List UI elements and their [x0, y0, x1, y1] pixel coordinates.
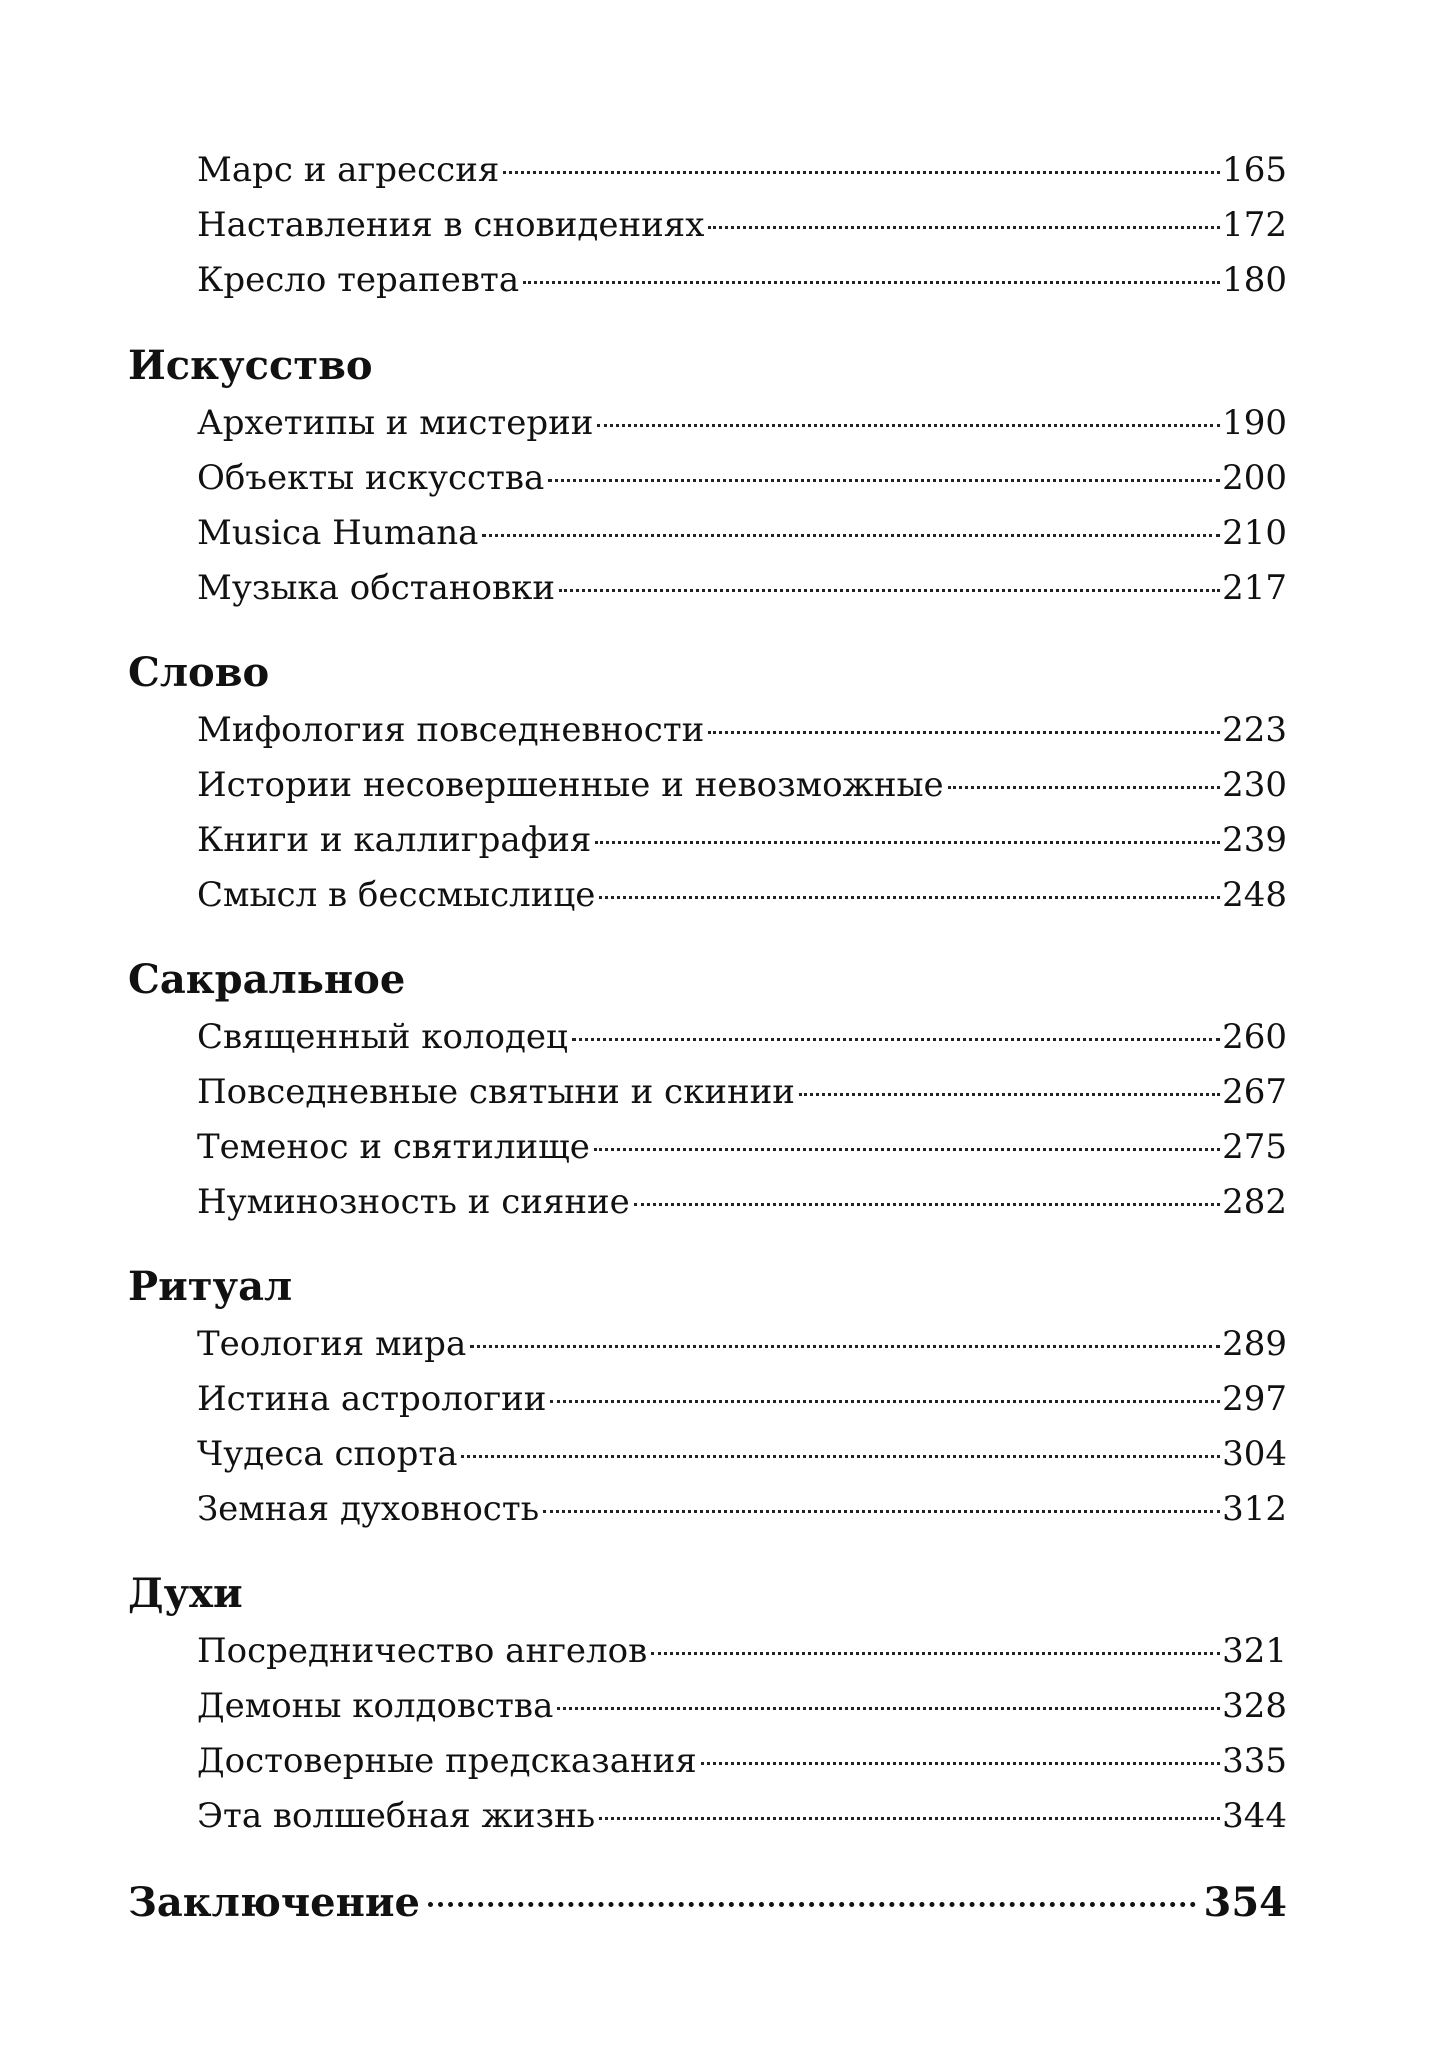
toc-entry-title: Теология мира [197, 1324, 467, 1364]
toc-entry[interactable] [197, 1017, 1287, 1057]
toc-conclusion[interactable] [128, 1880, 1287, 1926]
dot-leader [599, 896, 1220, 899]
toc-entry-page: 260 [1222, 1017, 1287, 1057]
toc-entry-title: Чудеса спорта [197, 1434, 458, 1474]
toc-entry-page: 190 [1222, 403, 1287, 443]
toc-entry-page: 275 [1222, 1127, 1287, 1167]
toc-entry-page: 230 [1222, 765, 1287, 805]
dot-leader [634, 1203, 1220, 1206]
toc-entry-page: 335 [1222, 1741, 1287, 1781]
dot-leader [557, 1707, 1220, 1710]
toc-entry-title: Теменос и святилище [197, 1127, 590, 1167]
toc-entry-title: Истина астрологии [197, 1379, 547, 1419]
toc-entry[interactable] [197, 1182, 1287, 1222]
dot-leader [470, 1345, 1220, 1348]
toc-entry-title: Земная духовность [197, 1489, 540, 1529]
toc-entry[interactable] [197, 568, 1287, 608]
toc-entry-page: 297 [1222, 1379, 1287, 1419]
dot-leader [572, 1038, 1220, 1041]
toc-entry-title: Мифология повседневности [197, 710, 705, 750]
toc-entry-title: Musica Humana [197, 513, 479, 553]
dot-leader [461, 1455, 1220, 1458]
toc-entry[interactable] [197, 710, 1287, 750]
toc-entry[interactable] [197, 1324, 1287, 1364]
section-heading[interactable]: Искусство [128, 342, 373, 389]
toc-entry-page: 344 [1222, 1796, 1287, 1836]
dot-leader [948, 786, 1220, 789]
toc-entry-title: Архетипы и мистерии [197, 403, 594, 443]
dot-leader [594, 1148, 1220, 1151]
toc-entry-page: 180 [1222, 260, 1287, 300]
dot-leader [559, 589, 1220, 592]
toc-entry-title: Демоны колдовства [197, 1686, 554, 1726]
section-heading[interactable]: Ритуал [128, 1263, 293, 1310]
toc-entry[interactable] [197, 1489, 1287, 1529]
toc-entry[interactable] [197, 820, 1287, 860]
section-heading[interactable]: Духи [128, 1570, 243, 1617]
toc-entry-title: Эта волшебная жизнь [197, 1796, 596, 1836]
dot-leader [599, 1817, 1220, 1820]
toc-entry[interactable] [197, 1741, 1287, 1781]
toc-entry[interactable] [197, 403, 1287, 443]
toc-entry-page: 239 [1222, 820, 1287, 860]
toc-entry[interactable] [197, 1127, 1287, 1167]
toc-entry-title: Объекты искусства [197, 458, 545, 498]
toc-entry-page: 165 [1222, 150, 1287, 190]
toc-entry-title: Священный колодец [197, 1017, 568, 1057]
toc-entry-title: Достоверные предсказания [197, 1741, 697, 1781]
dot-leader [799, 1093, 1220, 1096]
toc-entry-page: 172 [1222, 205, 1287, 245]
toc-entry-title: Наставления в сновидениях [197, 205, 705, 245]
toc-entry[interactable] [197, 1434, 1287, 1474]
section-heading[interactable]: Слово [128, 649, 270, 696]
toc-entry-title: Кресло терапевта [197, 260, 520, 300]
toc-entry[interactable] [197, 260, 1287, 300]
toc-entry[interactable] [197, 875, 1287, 915]
toc-conclusion-title: Заключение [128, 1879, 420, 1926]
toc-entry-page: 210 [1222, 513, 1287, 553]
toc-entry-title: Марс и агрессия [197, 150, 500, 190]
toc-entry-page: 267 [1222, 1072, 1287, 1112]
dot-leader [708, 731, 1220, 734]
section-heading[interactable]: Сакральное [128, 956, 406, 1003]
toc-entry-page: 200 [1222, 458, 1287, 498]
dot-leader [543, 1510, 1220, 1513]
toc-entry-title: Повседневные святыни и скинии [197, 1072, 795, 1112]
dot-leader [597, 424, 1220, 427]
dot-leader [708, 226, 1220, 229]
toc-entry[interactable] [197, 1072, 1287, 1112]
toc-conclusion-page: 354 [1203, 1879, 1287, 1926]
toc-entry[interactable] [197, 458, 1287, 498]
dot-leader [701, 1762, 1220, 1765]
dot-leader [503, 171, 1220, 174]
dot-leader [651, 1652, 1220, 1655]
dot-leader [428, 1902, 1196, 1907]
dot-leader [523, 281, 1220, 284]
toc-entry[interactable] [197, 205, 1287, 245]
toc-entry-title: Посредничество ангелов [197, 1631, 648, 1671]
toc-entry-page: 312 [1222, 1489, 1287, 1529]
dot-leader [482, 534, 1220, 537]
toc-entry-title: Нуминозность и сияние [197, 1182, 630, 1222]
toc-entry[interactable] [197, 150, 1287, 190]
toc-entry-page: 248 [1222, 875, 1287, 915]
toc-entry-title: Истории несовершенные и невозможные [197, 765, 944, 805]
toc-entry[interactable] [197, 1379, 1287, 1419]
toc-entry-page: 282 [1222, 1182, 1287, 1222]
toc-entry-page: 304 [1222, 1434, 1287, 1474]
toc-entry-title: Книги и каллиграфия [197, 820, 592, 860]
toc-entry-title: Смысл в бессмыслице [197, 875, 596, 915]
toc-entry-page: 223 [1222, 710, 1287, 750]
toc-entry[interactable] [197, 765, 1287, 805]
toc-entry[interactable] [197, 1631, 1287, 1671]
dot-leader [595, 841, 1220, 844]
toc-entry-page: 321 [1222, 1631, 1287, 1671]
toc-entry-page: 289 [1222, 1324, 1287, 1364]
toc-entry-page: 217 [1222, 568, 1287, 608]
toc-entry-title: Музыка обстановки [197, 568, 555, 608]
toc-entry-page: 328 [1222, 1686, 1287, 1726]
dot-leader [550, 1400, 1220, 1403]
dot-leader [548, 479, 1220, 482]
toc-entry[interactable] [197, 1686, 1287, 1726]
toc-entry[interactable] [197, 1796, 1287, 1836]
toc-entry[interactable] [197, 513, 1287, 553]
